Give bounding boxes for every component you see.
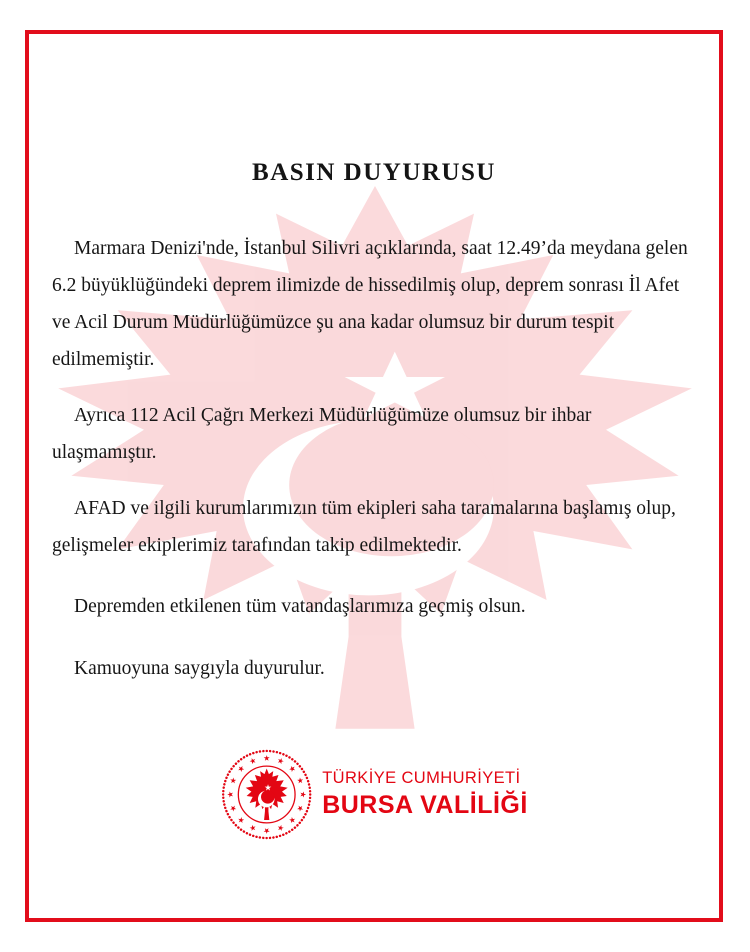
org-name-governorship: BURSA VALİLİĞİ [322, 791, 528, 819]
org-name-republic: TÜRKİYE CUMHURİYETİ [322, 769, 521, 787]
bursa-governorship-logo [220, 748, 528, 841]
paragraph-wishes: Depremden etkilenen tüm vatandaşlarımıza geçmiş olsun. [74, 596, 526, 617]
paragraph-closing: Kamuoyuna saygıyla duyurulur. [74, 658, 325, 679]
paragraph-afad-teams: AFAD ve ilgili kurumlarımızın tüm ekipleri saha taramalarına başlamış olup, gelişmeler ekiplerimiz tarafından takip edilmektedir. [52, 498, 676, 556]
governorship-logo-text [322, 769, 528, 820]
paragraph-112-call-center: Ayrıca 112 Acil Çağrı Merkezi Müdürlüğümüze olumsuz bir ihbar ulaşmamıştır. [52, 405, 592, 463]
page-border [25, 30, 723, 922]
turkey-government-emblem-icon [220, 748, 313, 841]
document-title: BASIN DUYURUSU [252, 159, 496, 186]
paragraph-earthquake-report: Marmara Denizi'nde, İstanbul Silivri açıklarında, saat 12.49’da meydana gelen 6.2 büyüklüğündeki deprem ilimizde de hissedilmiş olup, deprem sonrası İl Afet ve Acil Durum Müdürlüğümüzce şu ana kadar olumsuz bir durum tespit edilmemiştir. [52, 238, 688, 370]
document-body [29, 34, 719, 918]
